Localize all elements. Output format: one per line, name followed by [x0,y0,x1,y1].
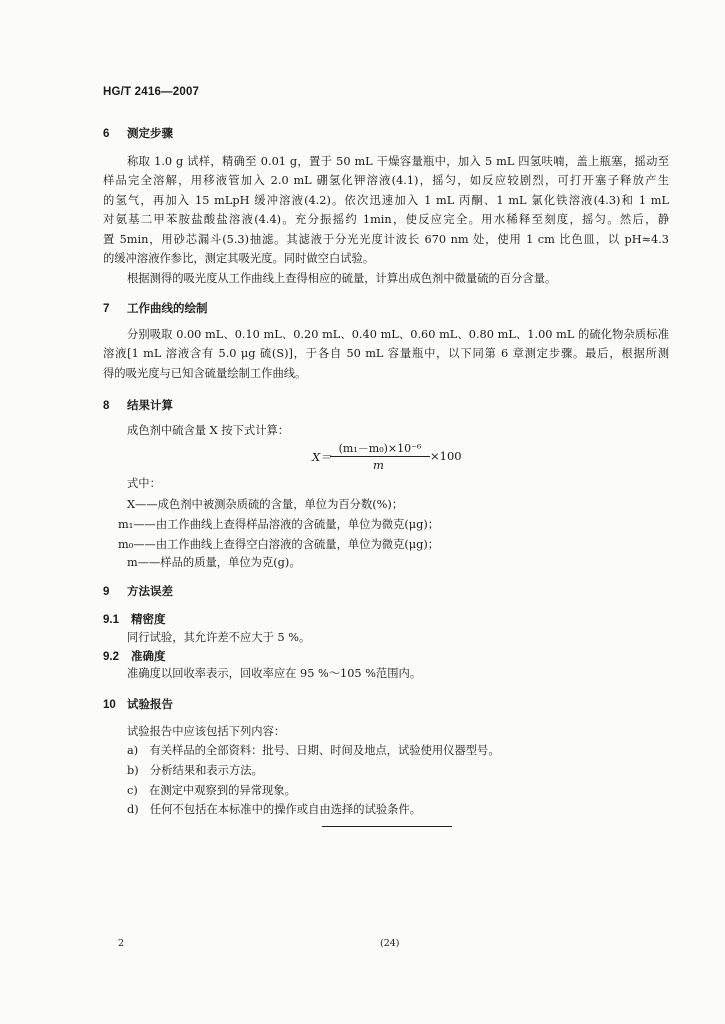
text-line: 得的吸光度与已知含硫量绘制工作曲线。 [103,366,307,380]
section-6-heading [103,125,173,141]
fraction-line [330,456,430,457]
section-9-1-heading [103,611,166,627]
section-8-number: 8 [103,400,110,412]
section-6-paragraph [103,152,669,268]
variable-definition: X——成色剂中被测杂质硫的含量，单位为百分数(%)； [127,498,404,511]
accuracy-text: 准确度以回收率表示，回收率应在 95 %～105 %范围内。 [127,667,422,680]
formula-numerator: (m₁－m₀)×10⁻⁶ [338,442,422,455]
text-line: 的氢气，再加入 15 mLpH 缓冲溶液(4.2)。依次迅速加入 1 mL 丙酮、1 mL 氯化铁溶液(4.3)和 1 mL [103,193,669,207]
section-9-2-heading [103,648,166,664]
formula-lhs: X＝ [312,450,332,464]
text-line: 的缓冲溶液作参比，测定其吸光度。同时做空白试验。 [103,252,375,266]
section-8-title: 结果计算 [127,400,173,412]
variable-definition: m₁——由工作曲线上查得样品溶液的含硫量，单位为微克(μg)； [118,518,440,531]
section-10-heading [103,696,173,712]
variable-definition: m₀——由工作曲线上查得空白溶液的含硫量，单位为微克(μg)； [118,538,440,551]
report-intro: 试验报告中应该包括下列内容： [127,725,286,738]
section-7-heading [103,300,208,316]
page-reference: (24) [380,938,400,949]
section-10-number: 10 [103,699,116,711]
section-7-paragraph [103,325,669,383]
section-6-number: 6 [103,128,110,140]
where-label: 式中： [127,477,161,490]
section-6-paragraph-2: 根据测得的吸光度从工作曲线上查得相应的硫量，计算出成色剂中微量硫的百分含量。 [127,272,557,285]
section-6-title: 测定步骤 [127,128,173,140]
section-9-1-number: 9.1 [103,614,119,626]
document-code: HG/T 2416—2007 [103,86,200,98]
end-divider [322,826,452,827]
section-9-heading [103,583,173,599]
text-line: 置 5min，用砂芯漏斗(5.3)抽滤。其滤液于分光光度计波长 670 nm 处，使用 1 cm 比色皿，以 pH≈4.3 [103,232,669,246]
section-7-number: 7 [103,303,110,315]
section-9-2-title: 准确度 [131,651,166,663]
list-item: c) 在测定中观察到的异常现象。 [127,784,296,797]
section-8-heading [103,397,173,413]
section-9-2-number: 9.2 [103,651,119,663]
text-line: 样品完全溶解，用移液管加入 2.0 mL 硼氢化钾溶液(4.1)，摇匀，如反应较剧烈，可打开塞子释放产生 [103,174,669,188]
page-number: 2 [118,938,125,949]
text-line: 对氨基二甲苯胺盐酸盐溶液(4.4)。充分振摇约 1min，使反应完全。用水稀释至刻度，摇匀。然后，静 [103,213,669,227]
variable-definition: m——样品的质量，单位为克(g)。 [127,556,301,569]
text-line: 称取 1.0 g 试样，精确至 0.01 g，置于 50 mL 干燥容量瓶中，加入 5 mL 四氢呋喃，盖上瓶塞，摇动至 [127,155,669,168]
list-item: b) 分析结果和表示方法。 [127,764,263,777]
text-line: 分别吸取 0.00 mL、0.10 mL、0.20 mL、0.40 mL、0.60 mL、0.80 mL、1.00 mL 的硫化物杂质标准 [127,328,669,341]
section-9-number: 9 [103,586,110,598]
section-9-1-title: 精密度 [131,614,166,626]
precision-text: 同行试验，其允许差不应大于 5 %。 [127,631,311,644]
section-9-title: 方法误差 [127,586,173,598]
formula-rhs: ×100 [430,449,462,463]
list-item: d) 任何不包括在本标准中的操作或自由选择的试验条件。 [127,803,422,816]
formula-intro: 成色剂中硫含量 X 按下式计算： [127,424,290,437]
text-line: 溶液[1 mL 溶液含有 5.0 μg 硫(S)]，于各自 50 mL 容量瓶中，以下同第 6 章测定步骤。最后，根据所测 [103,347,669,361]
section-10-title: 试验报告 [127,699,173,711]
list-item: a) 有关样品的全部资料：批号、日期、时间及地点，试验使用仪器型号。 [127,744,500,757]
section-7-title: 工作曲线的绘制 [127,303,208,315]
formula-denominator: m [373,458,384,472]
